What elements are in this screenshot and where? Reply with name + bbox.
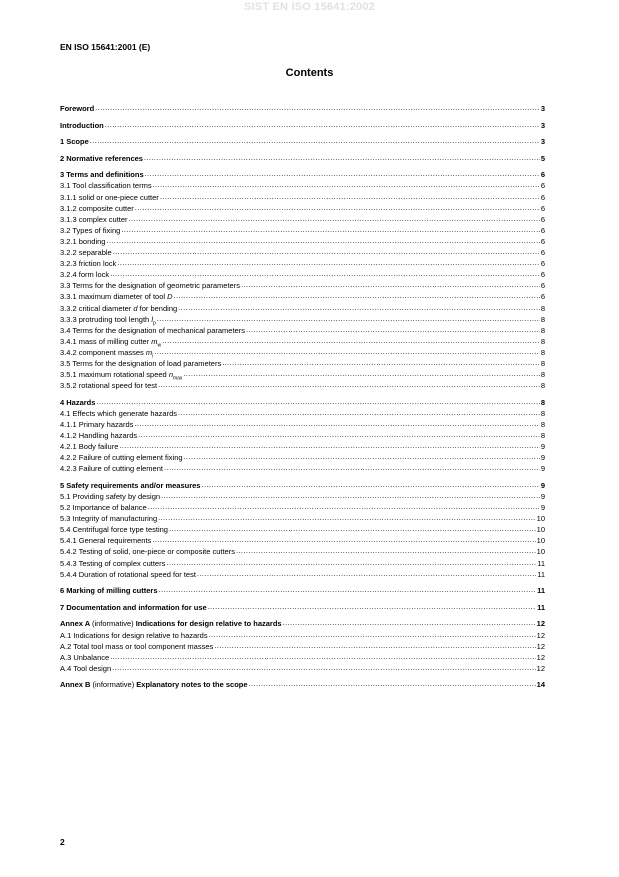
- toc-leader-dots: [152, 534, 535, 545]
- toc-leader-dots: [174, 290, 540, 301]
- toc-entry-label: Annex B (informative) Explanatory notes to the scope: [60, 680, 248, 690]
- toc-entry-page: 5: [540, 153, 545, 163]
- toc-entry[interactable]: [60, 120, 545, 131]
- toc-entry-label: Introduction: [60, 120, 104, 130]
- toc-leader-dots: [153, 179, 540, 190]
- toc-entry-page: 6: [540, 170, 545, 180]
- toc-entry[interactable]: [60, 663, 545, 674]
- toc-entry[interactable]: [60, 463, 545, 474]
- toc-entry-page: 9: [540, 442, 545, 452]
- toc-entry-page: 8: [540, 419, 545, 429]
- toc-leader-dots: [178, 407, 540, 418]
- toc-entry-page: 12: [536, 663, 545, 673]
- toc-entry-page: 8: [540, 431, 545, 441]
- toc-entry[interactable]: [60, 585, 545, 596]
- toc-entry-page: 9: [540, 503, 545, 513]
- toc-leader-dots: [169, 523, 536, 534]
- toc-leader-dots: [148, 501, 540, 512]
- toc-entry-page: 6: [540, 281, 545, 291]
- toc-leader-dots: [178, 302, 540, 313]
- toc-entry-label: 3.3 Terms for the designation of geometric parameters: [60, 281, 240, 291]
- toc-entry-label: 5 Safety requirements and/or measures: [60, 480, 201, 490]
- toc-entry-label: 4.1 Effects which generate hazards: [60, 408, 178, 418]
- toc-entry-page: 12: [536, 619, 545, 629]
- toc-entry-label: 3.1.2 composite cutter: [60, 203, 134, 213]
- toc-entry-label: 5.4.1 General requirements: [60, 536, 152, 546]
- toc-entry-page: 10: [536, 514, 545, 524]
- toc-entry-label: 5.3 Integrity of manufacturing: [60, 514, 158, 524]
- toc-leader-dots: [110, 651, 535, 662]
- toc-entry-label: A.1 Indications for design relative to hazards: [60, 630, 208, 640]
- toc-entry-label: 3.2 Types of fixing: [60, 225, 121, 235]
- toc-entry-page: 3: [540, 104, 545, 113]
- toc-leader-dots: [162, 335, 540, 346]
- toc-leader-dots: [183, 368, 539, 379]
- toc-leader-dots: [145, 168, 540, 179]
- toc-entry-page: 10: [536, 536, 545, 546]
- toc-entry-page: 9: [540, 453, 545, 463]
- toc-entry-page: 9: [540, 492, 545, 501]
- toc-entry[interactable]: [60, 679, 545, 690]
- toc-leader-dots: [222, 357, 540, 368]
- toc-entry-label: 4.1.1 Primary hazards: [60, 419, 134, 429]
- toc-leader-dots: [138, 429, 540, 440]
- toc-leader-dots: [95, 102, 540, 113]
- toc-entry-page: 9: [540, 464, 545, 474]
- toc-entry-page: 6: [540, 181, 545, 191]
- toc-leader-dots: [209, 629, 536, 640]
- toc-entry-page: 12: [536, 630, 545, 640]
- toc-entry-label: A.3 Unbalance: [60, 652, 110, 662]
- toc-entry-label: 6 Marking of milling cutters: [60, 586, 158, 596]
- toc-leader-dots: [164, 462, 540, 473]
- toc-leader-dots: [159, 584, 537, 595]
- toc-entry-page: 14: [536, 680, 545, 690]
- toc-entry-label: 5.1 Providing safety by design: [60, 492, 161, 501]
- toc-leader-dots: [154, 346, 540, 357]
- toc-entry-label: 3.2.4 form lock: [60, 270, 110, 280]
- toc-leader-dots: [135, 202, 540, 213]
- toc-leader-dots: [236, 545, 536, 556]
- toc-entry-label: 4.2.1 Body failure: [60, 442, 119, 452]
- toc-entry-page: 6: [540, 259, 545, 269]
- toc-leader-dots: [158, 512, 536, 523]
- toc-entry-page: 6: [540, 225, 545, 235]
- toc-entry-label: 3.1.3 complex cutter: [60, 214, 128, 224]
- toc-entry-page: 8: [540, 347, 545, 357]
- toc-entry-label: 3.4.1 mass of milling cutter $m_w$: [60, 336, 162, 349]
- toc-leader-dots: [106, 235, 539, 246]
- toc-entry-label: 5.4.3 Testing of complex cutters: [60, 558, 166, 568]
- toc-leader-dots: [283, 617, 536, 628]
- toc-leader-dots: [105, 119, 540, 130]
- toc-entry-label: A.2 Total tool mass or tool component masses: [60, 641, 214, 651]
- toc-entry-page: 8: [540, 381, 545, 391]
- toc-leader-dots: [166, 557, 536, 568]
- toc-entry-page: 11: [537, 602, 545, 612]
- toc-leader-dots: [246, 324, 540, 335]
- page-title: Contents: [285, 67, 334, 79]
- document-identifier: EN ISO 15641:2001 (E): [60, 42, 151, 52]
- toc-entry-page: 10: [536, 547, 545, 557]
- toc-entry-label: 3.3.1 maximum diameter of tool D: [60, 292, 173, 302]
- toc-leader-dots: [121, 224, 540, 235]
- toc-leader-dots: [96, 396, 539, 407]
- toc-entry-label: 4.2.3 Failure of cutting element: [60, 464, 163, 474]
- toc-leader-dots: [129, 213, 540, 224]
- toc-entry-page: 8: [540, 314, 545, 324]
- toc-entry-label: 3.5.1 maximum rotational speed $n_{max}$: [60, 370, 183, 382]
- toc-leader-dots: [90, 135, 540, 146]
- toc-leader-dots: [112, 662, 536, 673]
- toc-entry[interactable]: [60, 380, 545, 391]
- toc-entry-label: 3.2.3 friction lock: [60, 259, 117, 269]
- toc-entry-label: 3.5.2 rotational speed for test: [60, 381, 158, 391]
- toc-entry-page: 8: [540, 358, 545, 368]
- toc-entry-page: 11: [537, 586, 545, 596]
- toc-leader-dots: [184, 451, 540, 462]
- toc-entry-label: 4.2.2 Failure of cutting element fixing: [60, 453, 183, 463]
- toc-entry-label: 3.5 Terms for the designation of load parameters: [60, 358, 222, 368]
- toc-entry-label: 5.4.4 Duration of rotational speed for test: [60, 569, 196, 579]
- toc-entry-page: 6: [540, 270, 545, 280]
- toc-entry[interactable]: [60, 602, 545, 613]
- toc-entry-page: 3: [540, 137, 545, 147]
- toc-entry-label: 3.1.1 solid or one-piece cutter: [60, 192, 159, 202]
- toc-leader-dots: [241, 279, 540, 290]
- page-number: 2: [60, 837, 65, 847]
- toc-leader-dots: [158, 379, 540, 390]
- toc-entry-label: 3.3.3 protruding tool length $l_p$: [60, 314, 156, 327]
- toc-entry[interactable]: [60, 569, 545, 580]
- toc-leader-dots: [214, 640, 535, 651]
- toc-entry-page: 8: [540, 303, 545, 313]
- toc-entry-label: Foreword: [60, 104, 95, 113]
- toc-entry-page: 6: [540, 203, 545, 213]
- toc-entry-page: 10: [536, 525, 545, 535]
- toc-leader-dots: [110, 268, 540, 279]
- toc-leader-dots: [249, 678, 536, 689]
- toc-entry[interactable]: [60, 153, 545, 164]
- toc-entry-page: 6: [540, 236, 545, 246]
- toc-entry-page: 6: [540, 248, 545, 258]
- toc-leader-dots: [113, 246, 540, 257]
- toc-entry-page: 8: [540, 370, 545, 380]
- toc-entry-label: 2 Normative references: [60, 153, 143, 163]
- toc-entry-page: 8: [540, 325, 545, 335]
- toc-entry-label: 3.4.2 component masses $m_i$: [60, 347, 154, 360]
- toc-entry-page: 8: [540, 408, 545, 418]
- table-of-contents: [60, 103, 545, 691]
- toc-leader-dots: [161, 490, 540, 501]
- toc-entry-label: 3.3.2 critical diameter d for bending: [60, 303, 178, 313]
- toc-entry-page: 6: [540, 192, 545, 202]
- toc-leader-dots: [157, 313, 540, 324]
- toc-entry-label: 1 Scope: [60, 137, 89, 147]
- watermark: SIST EN ISO 15641:2002: [244, 1, 375, 13]
- toc-entry-label: 5.4 Centrifugal force type testing: [60, 525, 168, 535]
- toc-entry-label: 4.1.2 Handling hazards: [60, 431, 138, 441]
- toc-entry[interactable]: [60, 103, 545, 114]
- toc-entry-label: 4 Hazards: [60, 397, 96, 407]
- toc-leader-dots: [197, 568, 536, 579]
- toc-entry-label: 7 Documentation and information for use: [60, 602, 207, 612]
- toc-leader-dots: [134, 418, 539, 429]
- toc-entry-page: 9: [540, 480, 545, 490]
- toc-leader-dots: [117, 257, 540, 268]
- toc-entry-page: 12: [536, 641, 545, 651]
- toc-entry-page: 6: [540, 214, 545, 224]
- toc-entry-page: 12: [536, 652, 545, 662]
- toc-entry-label: 5.2 Importance of balance: [60, 503, 147, 513]
- toc-entry-page: 6: [540, 292, 545, 302]
- toc-entry[interactable]: [60, 136, 545, 147]
- toc-entry-label: 3 Terms and definitions: [60, 170, 144, 180]
- toc-entry-label: A.4 Tool design: [60, 663, 112, 673]
- toc-entry-page: 11: [537, 569, 545, 579]
- toc-entry-label: Annex A (informative) Indications for design relative to hazards: [60, 619, 282, 629]
- toc-leader-dots: [160, 191, 540, 202]
- toc-entry-page: 3: [540, 120, 545, 130]
- toc-leader-dots: [201, 479, 539, 490]
- toc-entry-page: 8: [540, 336, 545, 346]
- toc-entry-page: 8: [540, 397, 545, 407]
- toc-entry-label: 3.2.2 separable: [60, 248, 112, 258]
- toc-entry-label: 5.4.2 Testing of solid, one-piece or composite cutters: [60, 547, 235, 557]
- toc-entry-label: 3.2.1 bonding: [60, 236, 106, 246]
- toc-entry-label: 3.4 Terms for the designation of mechanical parameters: [60, 325, 245, 335]
- toc-leader-dots: [208, 601, 536, 612]
- toc-entry-label: 3.1 Tool classification terms: [60, 181, 152, 191]
- toc-leader-dots: [119, 440, 539, 451]
- toc-entry-page: 11: [537, 558, 545, 568]
- toc-leader-dots: [144, 152, 540, 163]
